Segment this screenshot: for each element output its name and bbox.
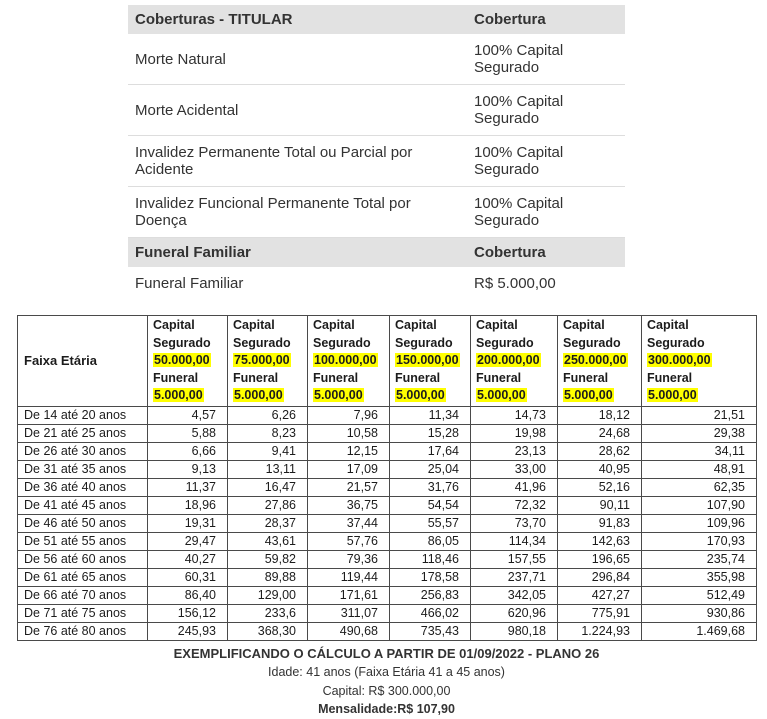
- capital-header-cell: [228, 316, 308, 407]
- coverage-table: [128, 5, 625, 300]
- capital-header-word: Capital: [647, 318, 689, 332]
- rate-value-cell: 31,76: [390, 478, 471, 496]
- capital-header-word: Funeral: [313, 370, 359, 385]
- rate-value-cell: 33,00: [471, 460, 558, 478]
- funeral-value: R$ 5.000,00: [474, 275, 556, 292]
- capital-header-word: Funeral: [647, 370, 693, 385]
- rate-value-cell: 25,04: [390, 460, 471, 478]
- age-range-cell: De 76 até 80 anos: [18, 622, 148, 640]
- coverage-label: Invalidez Permanente Total ou Parcial por Acidente: [128, 136, 467, 187]
- rate-value-cell: 18,12: [558, 406, 642, 424]
- rate-value-cell: 17,09: [308, 460, 390, 478]
- highlighted-amount: 100.000,00: [314, 353, 377, 368]
- rate-value-cell: 59,82: [228, 550, 308, 568]
- age-range-cell: De 51 até 55 anos: [18, 532, 148, 550]
- rate-value-cell: 11,34: [390, 406, 471, 424]
- rate-value-cell: 34,11: [642, 442, 757, 460]
- rate-table: [17, 315, 757, 641]
- highlighted-amount: 150.000,00: [396, 353, 459, 368]
- coverage-row: [128, 187, 625, 238]
- rate-value-cell: 72,32: [471, 496, 558, 514]
- rate-value-cell: 86,05: [390, 532, 471, 550]
- coverage-label: Invalidez Funcional Permanente Total por Doença: [128, 187, 467, 238]
- rate-value-cell: 237,71: [471, 568, 558, 586]
- rate-value-cell: 43,61: [228, 532, 308, 550]
- rate-row: [18, 604, 757, 622]
- highlighted-amount: 5.000,00: [154, 388, 203, 403]
- coverage-header-title: Coberturas - TITULAR: [128, 5, 467, 34]
- coverage-body: [128, 34, 625, 238]
- age-range-cell: De 31 até 35 anos: [18, 460, 148, 478]
- capital-header-word: Capital: [153, 318, 195, 332]
- capital-header-word: Segurado: [563, 335, 621, 350]
- highlighted-amount: 200.000,00: [477, 353, 540, 368]
- capital-header-word: Capital: [563, 318, 605, 332]
- capital-header-word: Segurado: [313, 335, 371, 350]
- rate-value-cell: 980,18: [471, 622, 558, 640]
- rate-value-cell: 296,84: [558, 568, 642, 586]
- age-range-cell: De 14 até 20 anos: [18, 406, 148, 424]
- age-range-cell: De 21 até 25 anos: [18, 424, 148, 442]
- rate-value-cell: 90,11: [558, 496, 642, 514]
- age-range-cell: De 56 até 60 anos: [18, 550, 148, 568]
- coverage-value: 100% Capital Segurado: [467, 85, 625, 136]
- rate-value-cell: 427,27: [558, 586, 642, 604]
- capital-header-word: Segurado: [233, 335, 291, 350]
- rate-row: [18, 622, 757, 640]
- rate-value-cell: 930,86: [642, 604, 757, 622]
- rate-value-cell: 17,64: [390, 442, 471, 460]
- rate-value-cell: 41,96: [471, 478, 558, 496]
- funeral-row: [128, 267, 625, 300]
- rate-value-cell: 5,88: [148, 424, 228, 442]
- age-range-cell: De 66 até 70 anos: [18, 586, 148, 604]
- rate-row: [18, 406, 757, 424]
- rate-value-cell: 1.224,93: [558, 622, 642, 640]
- rate-value-cell: 79,36: [308, 550, 390, 568]
- rate-row: [18, 460, 757, 478]
- rate-value-cell: 233,6: [228, 604, 308, 622]
- rate-value-cell: 245,93: [148, 622, 228, 640]
- rate-value-cell: 142,63: [558, 532, 642, 550]
- capital-header-word: Capital: [395, 318, 437, 332]
- rate-value-cell: 311,07: [308, 604, 390, 622]
- rate-value-cell: 107,90: [642, 496, 757, 514]
- rate-value-cell: 466,02: [390, 604, 471, 622]
- example-capital: Capital: R$ 300.000,00: [322, 683, 451, 698]
- rate-value-cell: 40,95: [558, 460, 642, 478]
- rate-row: [18, 550, 757, 568]
- coverage-value: 100% Capital Segurado: [467, 34, 625, 85]
- rate-value-cell: 29,38: [642, 424, 757, 442]
- rate-value-cell: 6,26: [228, 406, 308, 424]
- rate-value-cell: 1.469,68: [642, 622, 757, 640]
- highlighted-amount: 5.000,00: [314, 388, 363, 403]
- rate-value-cell: 60,31: [148, 568, 228, 586]
- example-title: EXEMPLIFICANDO O CÁLCULO A PARTIR DE 01/09/2022 - PLANO 26: [173, 645, 600, 661]
- capital-header-word: Segurado: [153, 335, 211, 350]
- rate-value-cell: 9,13: [148, 460, 228, 478]
- rate-row: [18, 586, 757, 604]
- capital-header-word: Funeral: [476, 370, 522, 385]
- rate-header-row: [18, 316, 757, 407]
- rate-value-cell: 129,00: [228, 586, 308, 604]
- age-range-cell: De 26 até 30 anos: [18, 442, 148, 460]
- highlighted-amount: 5.000,00: [396, 388, 445, 403]
- rate-value-cell: 73,70: [471, 514, 558, 532]
- rate-value-cell: 512,49: [642, 586, 757, 604]
- age-range-cell: De 71 até 75 anos: [18, 604, 148, 622]
- capital-header-cell: [308, 316, 390, 407]
- age-range-cell: De 61 até 65 anos: [18, 568, 148, 586]
- rate-value-cell: 178,58: [390, 568, 471, 586]
- capital-header-word: Capital: [313, 318, 355, 332]
- highlighted-amount: 5.000,00: [648, 388, 697, 403]
- rate-value-cell: 86,40: [148, 586, 228, 604]
- coverage-value: 100% Capital Segurado: [467, 187, 625, 238]
- rate-value-cell: 256,83: [390, 586, 471, 604]
- capital-header-word: Segurado: [476, 335, 534, 350]
- rate-value-cell: 109,96: [642, 514, 757, 532]
- age-range-cell: De 46 até 50 anos: [18, 514, 148, 532]
- rate-value-cell: 62,35: [642, 478, 757, 496]
- example-age: Idade: 41 anos (Faixa Etária 41 a 45 anos): [268, 665, 505, 680]
- capital-header-cell: [642, 316, 757, 407]
- rate-row: [18, 496, 757, 514]
- capital-header-word: Segurado: [647, 335, 705, 350]
- rate-value-cell: 196,65: [558, 550, 642, 568]
- rate-value-cell: 12,15: [308, 442, 390, 460]
- rate-value-cell: 52,16: [558, 478, 642, 496]
- funeral-header-title: Funeral Familiar: [128, 238, 467, 268]
- rate-value-cell: 342,05: [471, 586, 558, 604]
- rate-row: [18, 442, 757, 460]
- rate-value-cell: 735,43: [390, 622, 471, 640]
- age-range-cell: De 41 até 45 anos: [18, 496, 148, 514]
- rate-row: [18, 568, 757, 586]
- rate-value-cell: 28,37: [228, 514, 308, 532]
- rate-value-cell: 7,96: [308, 406, 390, 424]
- rate-value-cell: 27,86: [228, 496, 308, 514]
- rate-row: [18, 514, 757, 532]
- capital-header-word: Funeral: [563, 370, 609, 385]
- rate-value-cell: 6,66: [148, 442, 228, 460]
- coverage-value: 100% Capital Segurado: [467, 136, 625, 187]
- rate-value-cell: 28,62: [558, 442, 642, 460]
- rate-value-cell: 620,96: [471, 604, 558, 622]
- rate-value-cell: 8,23: [228, 424, 308, 442]
- rate-value-cell: 48,91: [642, 460, 757, 478]
- funeral-header-row: [128, 238, 625, 268]
- rate-value-cell: 119,44: [308, 568, 390, 586]
- rate-row: [18, 424, 757, 442]
- highlighted-amount: 75.000,00: [234, 353, 290, 368]
- rate-value-cell: 11,37: [148, 478, 228, 496]
- coverage-section: [128, 5, 625, 300]
- rate-value-cell: 9,41: [228, 442, 308, 460]
- highlighted-amount: 5.000,00: [564, 388, 613, 403]
- coverage-row: [128, 136, 625, 187]
- rate-value-cell: 15,28: [390, 424, 471, 442]
- rate-value-cell: 91,83: [558, 514, 642, 532]
- rate-value-cell: 19,98: [471, 424, 558, 442]
- rate-value-cell: 37,44: [308, 514, 390, 532]
- capital-header-cell: [148, 316, 228, 407]
- funeral-label: Funeral Familiar: [135, 275, 244, 292]
- age-range-cell: De 36 até 40 anos: [18, 478, 148, 496]
- rate-section: [17, 315, 756, 641]
- rate-value-cell: 23,13: [471, 442, 558, 460]
- rate-row: [18, 532, 757, 550]
- example-calculation: [17, 645, 756, 719]
- rate-value-cell: 13,11: [228, 460, 308, 478]
- rate-value-cell: 4,57: [148, 406, 228, 424]
- capital-header-word: Funeral: [153, 370, 199, 385]
- rate-value-cell: 171,61: [308, 586, 390, 604]
- coverage-row: [128, 85, 625, 136]
- highlighted-amount: 5.000,00: [234, 388, 283, 403]
- funeral-header-value: Cobertura: [467, 238, 625, 268]
- rate-value-cell: 19,31: [148, 514, 228, 532]
- highlighted-amount: 50.000,00: [154, 353, 210, 368]
- coverage-header-row: [128, 5, 625, 34]
- capital-header-cell: [558, 316, 642, 407]
- rate-value-cell: 24,68: [558, 424, 642, 442]
- age-column-header: Faixa Etária: [18, 316, 148, 407]
- rate-value-cell: 29,47: [148, 532, 228, 550]
- rate-value-cell: 170,93: [642, 532, 757, 550]
- rate-row: [18, 478, 757, 496]
- rate-value-cell: 368,30: [228, 622, 308, 640]
- rate-body: [18, 406, 757, 640]
- rate-value-cell: 89,88: [228, 568, 308, 586]
- capital-header-cell: [471, 316, 558, 407]
- rate-value-cell: 118,46: [390, 550, 471, 568]
- rate-value-cell: 18,96: [148, 496, 228, 514]
- capital-header-word: Segurado: [395, 335, 453, 350]
- highlighted-amount: 5.000,00: [477, 388, 526, 403]
- highlighted-amount: 250.000,00: [564, 353, 627, 368]
- highlighted-amount: 300.000,00: [648, 353, 711, 368]
- example-monthly-fee: Mensalidade:R$ 107,90: [318, 702, 455, 717]
- coverage-header-value: Cobertura: [467, 5, 625, 34]
- capital-header-word: Funeral: [233, 370, 279, 385]
- rate-value-cell: 157,55: [471, 550, 558, 568]
- rate-value-cell: 21,51: [642, 406, 757, 424]
- rate-value-cell: 21,57: [308, 478, 390, 496]
- rate-value-cell: 14,73: [471, 406, 558, 424]
- rate-value-cell: 775,91: [558, 604, 642, 622]
- rate-value-cell: 16,47: [228, 478, 308, 496]
- rate-value-cell: 156,12: [148, 604, 228, 622]
- capital-header-word: Capital: [476, 318, 518, 332]
- rate-value-cell: 235,74: [642, 550, 757, 568]
- coverage-row: [128, 34, 625, 85]
- rate-value-cell: 355,98: [642, 568, 757, 586]
- rate-value-cell: 57,76: [308, 532, 390, 550]
- capital-header-word: Funeral: [395, 370, 441, 385]
- rate-value-cell: 55,57: [390, 514, 471, 532]
- rate-value-cell: 54,54: [390, 496, 471, 514]
- rate-value-cell: 10,58: [308, 424, 390, 442]
- rate-value-cell: 36,75: [308, 496, 390, 514]
- capital-header-cell: [390, 316, 471, 407]
- rate-value-cell: 490,68: [308, 622, 390, 640]
- rate-value-cell: 114,34: [471, 532, 558, 550]
- coverage-label: Morte Acidental: [128, 85, 467, 136]
- capital-header-word: Capital: [233, 318, 275, 332]
- coverage-label: Morte Natural: [128, 34, 467, 85]
- rate-value-cell: 40,27: [148, 550, 228, 568]
